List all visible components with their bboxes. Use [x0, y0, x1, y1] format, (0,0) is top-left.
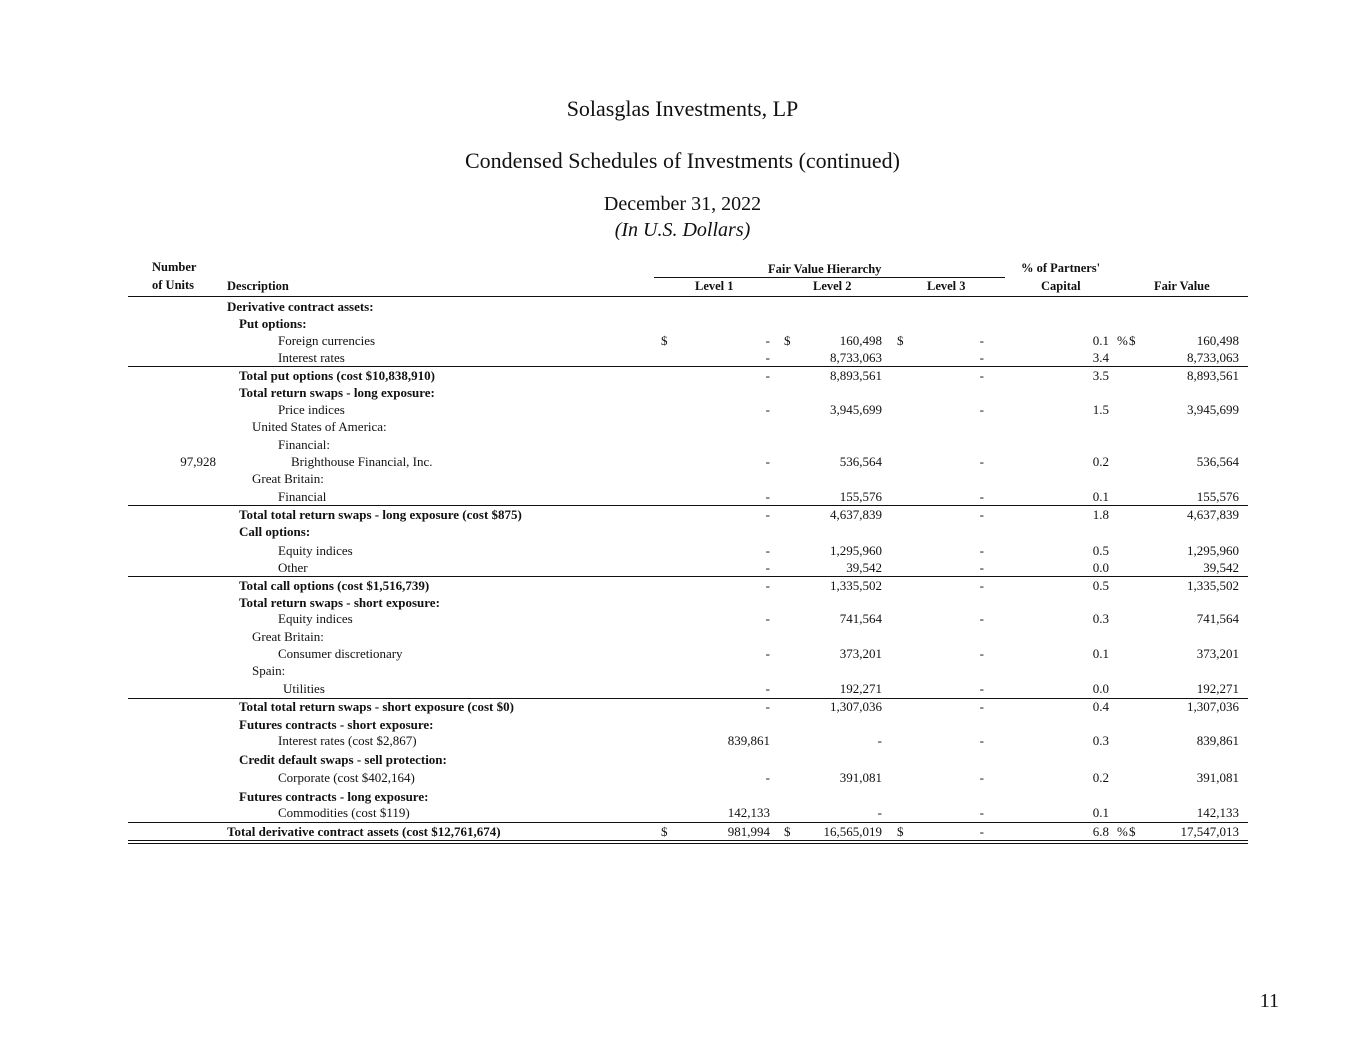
level3-value: -	[979, 402, 984, 417]
rule-grand-total-top	[128, 822, 1248, 823]
pct-capital-value: 0.5	[1092, 543, 1109, 558]
level2-value: 373,201	[839, 646, 882, 661]
table-row	[128, 470, 1248, 487]
fair-value: 8,893,561	[1187, 368, 1239, 383]
table-row	[128, 418, 1248, 435]
table-row	[128, 453, 1248, 470]
level3-value: -	[979, 543, 984, 558]
level2-value: -	[877, 805, 882, 820]
fair-value: 1,335,502	[1187, 578, 1239, 593]
level1-value: -	[765, 368, 770, 383]
description-cell: Utilities	[283, 681, 325, 696]
level2-value: 536,564	[839, 454, 882, 469]
page-number: 11	[1259, 990, 1279, 1012]
description-cell: Put options:	[239, 316, 307, 331]
fair-value: 17,547,013	[1180, 824, 1239, 839]
table-row	[128, 788, 1248, 805]
fair-value: 536,564	[1196, 454, 1239, 469]
level2-value: 1,295,960	[830, 543, 882, 558]
table-row	[128, 577, 1248, 594]
header-number: Number	[152, 260, 197, 274]
description-cell: Total total return swaps - short exposure (cost $0)	[239, 699, 514, 714]
table-row	[128, 488, 1248, 505]
level1-currency: $	[661, 824, 668, 839]
rule-total-call	[128, 576, 1248, 577]
table-row	[128, 315, 1248, 332]
level1-value: -	[765, 646, 770, 661]
table-row	[128, 680, 1248, 697]
fair-value-currency: $	[1129, 824, 1136, 839]
table-row	[128, 698, 1248, 715]
level3-value: -	[979, 560, 984, 575]
fair-value: 4,637,839	[1187, 507, 1239, 522]
table-row	[128, 594, 1248, 611]
table-row	[128, 716, 1248, 733]
header-fair-value: Fair Value	[1154, 279, 1210, 293]
pct-capital-value: 0.0	[1092, 560, 1109, 575]
description-cell: Consumer discretionary	[278, 646, 403, 661]
fair-value: 839,861	[1196, 733, 1239, 748]
pct-capital-value: 3.4	[1092, 350, 1109, 365]
rule-total-put	[128, 366, 1248, 367]
description-cell: Futures contracts - short exposure:	[239, 717, 434, 732]
description-cell: Financial:	[278, 437, 330, 452]
level3-value: -	[979, 333, 984, 348]
level3-value: -	[979, 770, 984, 785]
description-cell: Commodities (cost $119)	[278, 805, 410, 820]
level1-value: 981,994	[727, 824, 770, 839]
description-cell: Brighthouse Financial, Inc.	[291, 454, 433, 469]
level1-value: -	[765, 402, 770, 417]
table-row	[128, 732, 1248, 749]
level1-value: -	[765, 699, 770, 714]
table-row	[128, 523, 1248, 540]
level3-value: -	[979, 699, 984, 714]
header-pct-partners: % of Partners'	[1021, 261, 1101, 275]
level2-value: 8,893,561	[830, 368, 882, 383]
header-rule	[128, 296, 1248, 297]
description-cell: United States of America:	[252, 419, 387, 434]
level3-value: -	[979, 681, 984, 696]
pct-capital-value: 0.1	[1092, 333, 1109, 348]
level3-currency: $	[897, 333, 904, 348]
document-date: December 31, 2022	[603, 193, 762, 215]
description-cell: Call options:	[239, 524, 311, 539]
description-cell: Interest rates (cost $2,867)	[278, 733, 417, 748]
level1-value: -	[765, 489, 770, 504]
level3-value: -	[979, 507, 984, 522]
description-cell: Other	[278, 560, 308, 575]
pct-capital-value: 0.5	[1092, 578, 1109, 593]
level3-value: -	[979, 805, 984, 820]
table-row	[128, 349, 1248, 366]
level2-value: 741,564	[839, 611, 882, 626]
fair-value: 155,576	[1196, 489, 1239, 504]
header-level1: Level 1	[695, 279, 734, 293]
level3-value: -	[979, 350, 984, 365]
pct-sign: %	[1117, 333, 1128, 348]
level2-value: 3,945,699	[830, 402, 882, 417]
level3-value: -	[979, 368, 984, 383]
pct-capital-value: 0.3	[1092, 611, 1109, 626]
level3-value: -	[979, 824, 984, 839]
fair-value: 160,498	[1196, 333, 1239, 348]
header-level3: Level 3	[927, 279, 966, 293]
description-cell: Derivative contract assets:	[227, 299, 374, 314]
fair-value: 142,133	[1196, 805, 1239, 820]
level3-value: -	[979, 733, 984, 748]
fair-value-currency: $	[1129, 333, 1136, 348]
description-cell: Foreign currencies	[278, 333, 376, 348]
fair-value: 373,201	[1196, 646, 1239, 661]
level1-currency: $	[661, 333, 668, 348]
pct-capital-value: 0.4	[1092, 699, 1109, 714]
document-title: Condensed Schedules of Investments (continued)	[464, 148, 900, 173]
pct-capital-value: 0.3	[1092, 733, 1109, 748]
level3-value: -	[979, 454, 984, 469]
table-row	[128, 645, 1248, 662]
level3-currency: $	[897, 824, 904, 839]
header-description: Description	[227, 279, 289, 293]
level1-value: 142,133	[727, 805, 770, 820]
table-row	[128, 332, 1248, 349]
level3-value: -	[979, 611, 984, 626]
level2-value: 39,542	[846, 560, 882, 575]
fair-value: 391,081	[1196, 770, 1239, 785]
description-cell: Great Britain:	[252, 629, 324, 644]
fair-value: 1,295,960	[1187, 543, 1239, 558]
level2-value: -	[877, 733, 882, 748]
rule-grand-total-double1	[128, 840, 1248, 841]
table-row	[128, 751, 1248, 768]
level1-value: -	[765, 543, 770, 558]
description-cell: Great Britain:	[252, 471, 324, 486]
level1-value: -	[765, 333, 770, 348]
level2-value: 8,733,063	[830, 350, 882, 365]
header-level2: Level 2	[813, 279, 852, 293]
level1-value: -	[765, 681, 770, 696]
table-row	[128, 367, 1248, 384]
level2-value: 391,081	[839, 770, 882, 785]
table-row	[128, 823, 1248, 840]
company-name: Solasglas Investments, LP	[566, 96, 799, 121]
level1-value: -	[765, 507, 770, 522]
level2-value: 192,271	[839, 681, 882, 696]
header-capital: Capital	[1041, 279, 1081, 293]
fair-value: 1,307,036	[1187, 699, 1239, 714]
table-row	[128, 559, 1248, 576]
pct-sign: %	[1117, 824, 1128, 839]
rule-grand-total-double2	[128, 843, 1248, 844]
pct-capital-value: 1.8	[1092, 507, 1109, 522]
description-cell: Total return swaps - long exposure:	[239, 385, 435, 400]
level2-value: 1,307,036	[830, 699, 882, 714]
fair-value: 3,945,699	[1187, 402, 1239, 417]
level2-value: 160,498	[839, 333, 882, 348]
pct-capital-value: 0.1	[1092, 805, 1109, 820]
table-row	[128, 804, 1248, 821]
table-row	[128, 384, 1248, 401]
table-row	[128, 610, 1248, 627]
description-cell: Equity indices	[278, 543, 353, 558]
table-row	[128, 436, 1248, 453]
pct-capital-value: 0.2	[1092, 454, 1109, 469]
description-cell: Futures contracts - long exposure:	[239, 789, 429, 804]
units-cell: 97,928	[180, 454, 216, 469]
pct-capital-value: 0.2	[1092, 770, 1109, 785]
level3-value: -	[979, 578, 984, 593]
table-row	[128, 628, 1248, 645]
level2-value: 1,335,502	[830, 578, 882, 593]
pct-capital-value: 6.8	[1092, 824, 1109, 839]
description-cell: Total derivative contract assets (cost $12,761,674)	[227, 824, 501, 839]
description-cell: Total return swaps - short exposure:	[239, 595, 440, 610]
description-cell: Total put options (cost $10,838,910)	[239, 368, 435, 383]
level2-value: 155,576	[839, 489, 882, 504]
fair-value: 192,271	[1196, 681, 1239, 696]
level3-value: -	[979, 646, 984, 661]
level1-value: -	[765, 578, 770, 593]
level1-value: -	[765, 560, 770, 575]
hierarchy-underline	[654, 277, 1005, 278]
table-row	[128, 506, 1248, 523]
level2-value: 16,565,019	[823, 824, 882, 839]
pct-capital-value: 0.1	[1092, 646, 1109, 661]
rule-total-trs-long	[128, 505, 1248, 506]
level1-value: -	[765, 611, 770, 626]
table-row	[128, 769, 1248, 786]
currency-note: (In U.S. Dollars)	[614, 219, 751, 241]
description-cell: Interest rates	[278, 350, 345, 365]
level2-value: 4,637,839	[830, 507, 882, 522]
description-cell: Credit default swaps - sell protection:	[239, 752, 447, 767]
fair-value: 741,564	[1196, 611, 1239, 626]
fair-value: 39,542	[1203, 560, 1239, 575]
table-row	[128, 542, 1248, 559]
description-cell: Financial	[278, 489, 327, 504]
pct-capital-value: 0.1	[1092, 489, 1109, 504]
level2-currency: $	[784, 333, 791, 348]
level1-value: -	[765, 770, 770, 785]
description-cell: Total total return swaps - long exposure (cost $875)	[239, 507, 522, 522]
description-cell: Spain:	[252, 663, 286, 678]
description-cell: Equity indices	[278, 611, 353, 626]
level3-value: -	[979, 489, 984, 504]
fair-value: 8,733,063	[1187, 350, 1239, 365]
header-fair-value-hierarchy: Fair Value Hierarchy	[768, 262, 882, 276]
table-row	[128, 401, 1248, 418]
pct-capital-value: 0.0	[1092, 681, 1109, 696]
pct-capital-value: 1.5	[1092, 402, 1109, 417]
description-cell: Corporate (cost $402,164)	[278, 770, 415, 785]
table-row	[128, 298, 1248, 315]
table-row	[128, 662, 1248, 679]
header-of-units: of Units	[152, 278, 195, 292]
level1-value: -	[765, 454, 770, 469]
level1-value: -	[765, 350, 770, 365]
description-cell: Price indices	[278, 402, 345, 417]
description-cell: Total call options (cost $1,516,739)	[239, 578, 430, 593]
rule-total-trs-short	[128, 698, 1248, 699]
level1-value: 839,861	[727, 733, 770, 748]
level2-currency: $	[784, 824, 791, 839]
pct-capital-value: 3.5	[1092, 368, 1109, 383]
